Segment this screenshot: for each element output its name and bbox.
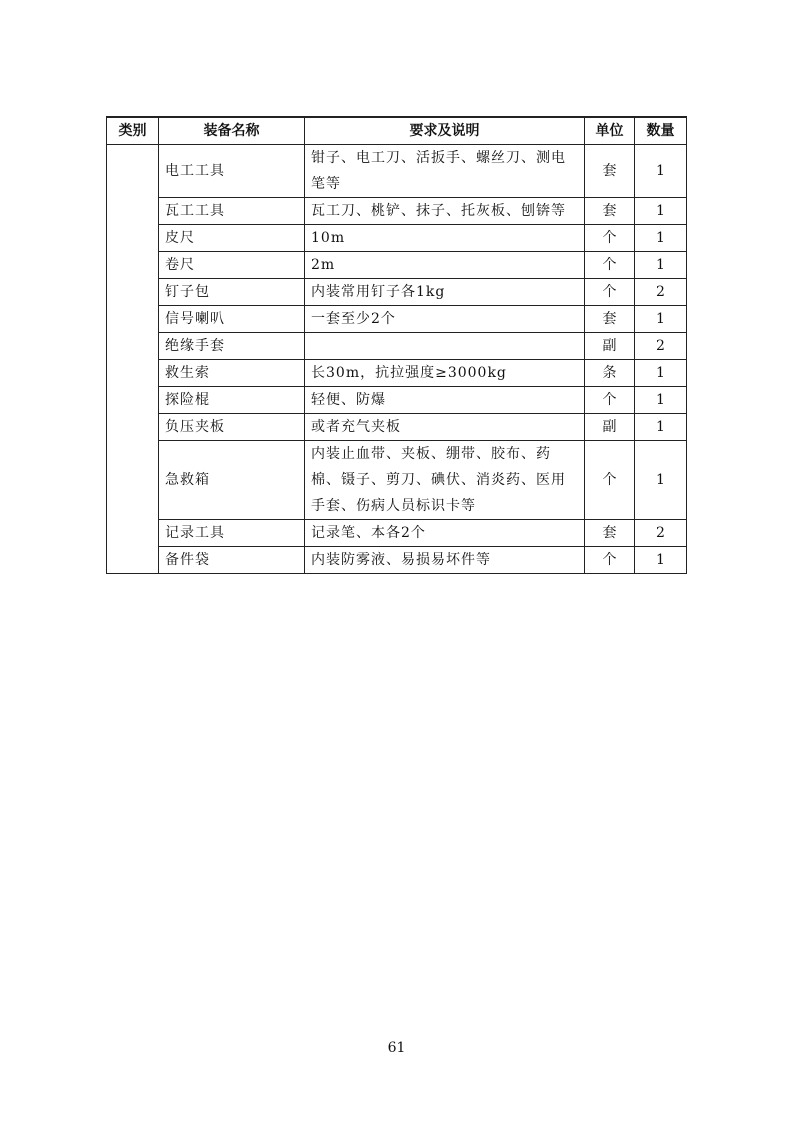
quantity-cell: 1 [635,360,687,387]
requirement-cell: 内装常用钉子各1kg [305,279,585,306]
page-number: 61 [387,1040,406,1056]
table-body [107,145,687,574]
table-row [107,547,687,574]
unit-cell: 副 [585,333,635,360]
equipment-name-cell: 钉子包 [159,279,305,306]
equipment-name-cell: 信号喇叭 [159,306,305,333]
requirement-cell: 钳子、电工刀、活扳手、螺丝刀、测电笔等 [305,145,585,198]
header-quantity: 数量 [635,117,687,145]
quantity-cell: 1 [635,225,687,252]
header-unit: 单位 [585,117,635,145]
header-name: 装备名称 [159,117,305,145]
table-row [107,306,687,333]
unit-cell: 个 [585,252,635,279]
unit-cell: 副 [585,414,635,441]
table-row [107,360,687,387]
unit-cell: 条 [585,360,635,387]
requirement-cell: 瓦工刀、桃铲、抹子、托灰板、刨锛等 [305,198,585,225]
requirement-cell: 10m [305,225,585,252]
requirement-cell: 记录笔、本各2个 [305,520,585,547]
requirement-cell: 轻便、防爆 [305,387,585,414]
equipment-table [106,116,687,574]
quantity-cell: 2 [635,333,687,360]
unit-cell: 个 [585,547,635,574]
quantity-cell: 1 [635,145,687,198]
table-row [107,225,687,252]
header-requirement: 要求及说明 [305,117,585,145]
equipment-name-cell: 瓦工工具 [159,198,305,225]
requirement-cell: 2m [305,252,585,279]
quantity-cell: 1 [635,252,687,279]
equipment-name-cell: 绝缘手套 [159,333,305,360]
quantity-cell: 1 [635,441,687,520]
requirement-cell [305,333,585,360]
unit-cell: 个 [585,387,635,414]
table-row [107,198,687,225]
table-row [107,333,687,360]
table-header-row [107,117,687,145]
quantity-cell: 1 [635,547,687,574]
equipment-name-cell: 皮尺 [159,225,305,252]
unit-cell: 套 [585,198,635,225]
requirement-cell: 长30m，抗拉强度≥3000kg [305,360,585,387]
unit-cell: 个 [585,279,635,306]
table-row [107,414,687,441]
requirement-cell: 内装止血带、夹板、绷带、胶布、药棉、镊子、剪刀、碘伏、消炎药、医用手套、伤病人员标识卡等 [305,441,585,520]
table-row [107,387,687,414]
quantity-cell: 1 [635,414,687,441]
quantity-cell: 2 [635,520,687,547]
equipment-name-cell: 探险棍 [159,387,305,414]
table-row [107,520,687,547]
equipment-name-cell: 备件袋 [159,547,305,574]
table-row [107,441,687,520]
requirement-cell: 一套至少2个 [305,306,585,333]
unit-cell: 个 [585,441,635,520]
equipment-name-cell: 电工工具 [159,145,305,198]
requirement-cell: 内装防雾液、易损易坏件等 [305,547,585,574]
quantity-cell: 1 [635,387,687,414]
equipment-name-cell: 负压夹板 [159,414,305,441]
equipment-name-cell: 救生索 [159,360,305,387]
requirement-cell: 或者充气夹板 [305,414,585,441]
unit-cell: 套 [585,306,635,333]
unit-cell: 套 [585,145,635,198]
quantity-cell: 1 [635,306,687,333]
unit-cell: 个 [585,225,635,252]
header-category: 类别 [107,117,159,145]
equipment-name-cell: 卷尺 [159,252,305,279]
unit-cell: 套 [585,520,635,547]
quantity-cell: 2 [635,279,687,306]
table-row [107,145,687,198]
equipment-name-cell: 记录工具 [159,520,305,547]
table-row [107,252,687,279]
quantity-cell: 1 [635,198,687,225]
equipment-name-cell: 急救箱 [159,441,305,520]
table-row [107,279,687,306]
category-cell [107,145,159,574]
